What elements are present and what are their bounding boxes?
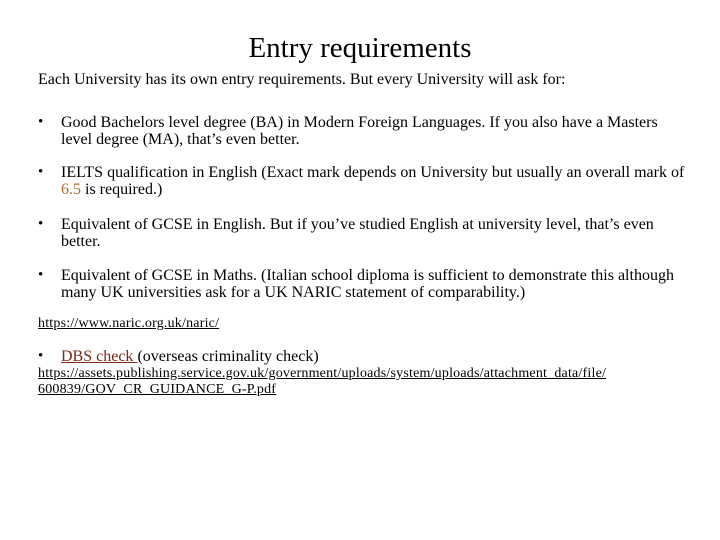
bullet-icon: • (38, 114, 44, 130)
bullet-icon: • (38, 164, 44, 180)
page-title: Entry requirements (248, 32, 472, 64)
bullet-icon: • (38, 348, 44, 364)
bullet-gcse-maths-text: Equivalent of GCSE in Maths. (Italian school diploma is sufficient to demonstrate this although many UK universities ask for a UK NARIC statement of comparability.) (61, 267, 674, 301)
ielts-text-before: IELTS qualification in English (Exact mark depends on University but usually an overall mark of (61, 164, 685, 181)
bullet-icon: • (38, 216, 44, 232)
naric-link[interactable]: https://www.naric.org.uk/naric/ (38, 316, 220, 331)
bullet-ielts (38, 164, 688, 198)
dbs-check-link[interactable]: DBS check (61, 348, 138, 365)
gov-guidance-link[interactable] (38, 366, 698, 398)
gov-url-line2: 600839/GOV_CR_GUIDANCE_G-P.pdf (38, 382, 277, 397)
gov-url-line1: https://assets.publishing.service.gov.uk/government/uploads/system/uploads/attachment_data/file/ (38, 366, 607, 381)
bullet-ielts-text (61, 164, 686, 198)
bullet-gcse-english-text: Equivalent of GCSE in English. But if you’ve studied English at university level, that’s even better. (61, 216, 654, 250)
bullet-icon: • (38, 267, 44, 283)
bullet-degree (38, 114, 688, 148)
dbs-rest-text: (overseas criminality check) (137, 348, 319, 365)
bullet-gcse-english (38, 216, 688, 250)
bullet-dbs-text (61, 348, 686, 365)
bullet-dbs (38, 348, 688, 365)
intro-text: Each University has its own entry requirements. But every University will ask for: (38, 71, 566, 88)
bullet-gcse-maths (38, 267, 688, 301)
ielts-text-after: is required.) (81, 181, 163, 198)
bullet-degree-text: Good Bachelors level degree (BA) in Modern Foreign Languages. If you also have a Masters level degree (MA), that’s even better. (61, 114, 658, 148)
ielts-score: 6.5 (61, 181, 81, 198)
